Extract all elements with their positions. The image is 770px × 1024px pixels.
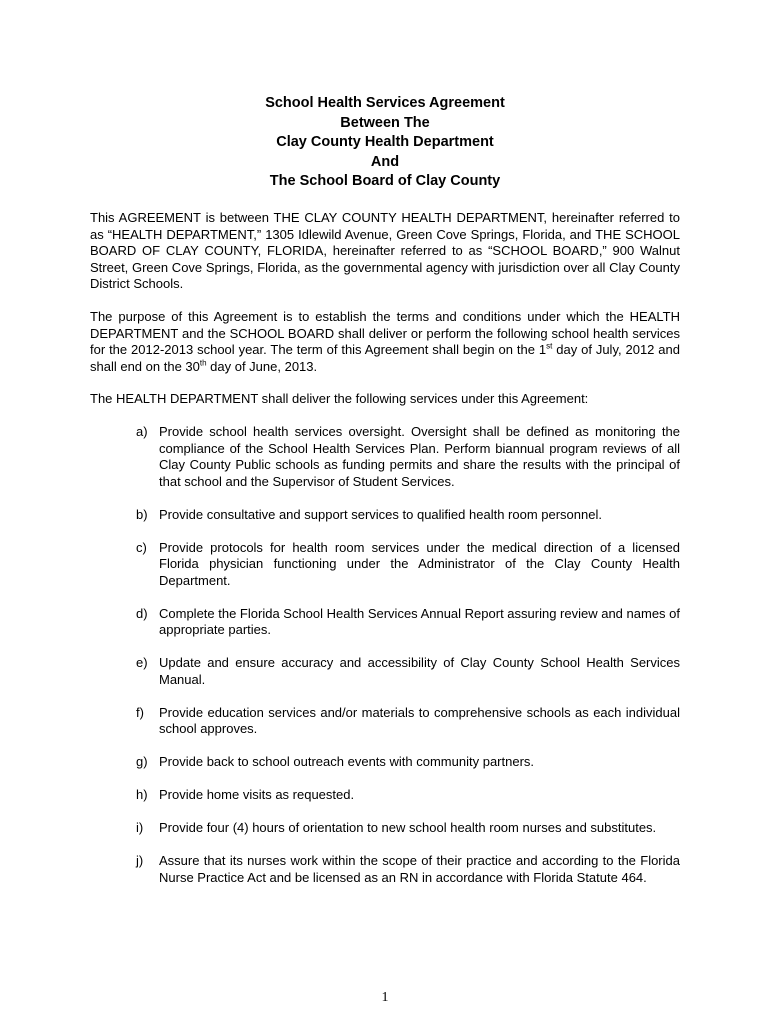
services-list — [136, 424, 680, 903]
list-marker: d) — [136, 605, 148, 621]
list-item-text: Assure that its nurses work within the scope of their practice and according to the Florida Nurse Practice Act and be licensed as an RN in accordance with Florida Statute 464. — [159, 853, 680, 885]
title-line: Between The — [340, 114, 430, 131]
intro-paragraph: This AGREEMENT is between THE CLAY COUNTY HEALTH DEPARTMENT, hereinafter referred to as “HEALTH DEPARTMENT,” 1305 Idlewild Avenue, Green Cove Springs, Florida, and THE SCHOOL BOARD OF CLAY COUNTY, FLORIDA, hereinafter referred to as “SCHOOL BOARD,” 900 Walnut Street, Green Cove Springs, Florida, as the governmental agency with jurisdiction over all Clay County District Schools. — [90, 210, 680, 291]
services-intro: The HEALTH DEPARTMENT shall deliver the following services under this Agreement: — [90, 391, 589, 406]
list-item — [136, 820, 680, 837]
list-item-text: Provide four (4) hours of orientation to new school health room nurses and substitutes. — [159, 820, 657, 835]
page-number: 1 — [381, 990, 389, 1005]
list-marker: a) — [136, 424, 148, 439]
purpose-text: day of June, 2013. — [206, 358, 318, 374]
list-marker: e) — [136, 655, 148, 670]
purpose-paragraph — [90, 309, 680, 375]
list-item-text: Complete the Florida School Health Services Annual Report assuring review and names of appropriate parties. — [159, 605, 680, 637]
purpose-text: The purpose of this Agreement is to establish the terms and conditions under which the HEALTH DEPARTMENT and the SCHOOL BOARD shall deliver or perform the following school health services for the 2012-2013 school year. The term of this Agreement shall begin on the 1 — [90, 309, 680, 357]
list-item — [136, 606, 680, 639]
list-item — [136, 853, 680, 886]
list-marker: i) — [136, 820, 144, 835]
list-marker: h) — [136, 787, 148, 802]
title-line: School Health Services Agreement — [265, 95, 505, 111]
list-item-text: Provide home visits as requested. — [159, 787, 355, 802]
list-item-text: Provide back to school outreach events with community partners. — [159, 754, 535, 769]
purpose-text: day of July, 2012 and shall end on the 30 — [90, 342, 680, 374]
list-marker: j) — [136, 853, 144, 868]
title-line: The School Board of Clay County — [269, 173, 501, 189]
list-item — [136, 507, 680, 524]
ordinal-suffix: st — [546, 341, 553, 351]
list-item — [136, 754, 680, 771]
list-item-text: Provide consultative and support services to qualified health room personnel. — [159, 506, 602, 522]
title-line: And — [370, 153, 400, 170]
list-item-text: Provide protocols for health room services under the medical direction of a licensed Florida physician functioning under the Administrator of the Clay County Health Department. — [159, 539, 680, 588]
list-marker: g) — [136, 754, 148, 769]
list-marker: f) — [136, 704, 144, 720]
list-item — [136, 424, 680, 490]
list-item — [136, 787, 680, 804]
list-item-text: Update and ensure accuracy and accessibility of Clay County School Health Services Manual. — [159, 655, 680, 687]
list-item — [136, 655, 680, 688]
list-item-text: Provide school health services oversight. Oversight shall be defined as monitoring the compliance of the School Health Services Plan. Perform biannual program reviews of all Clay County Public schools as funding permits and share the results with the principal of that school and the Supervisor of Student Services. — [159, 424, 680, 489]
ordinal-suffix: th — [199, 358, 207, 368]
list-item-text: Provide education services and/or materials to comprehensive schools as each individual school approves. — [159, 704, 680, 736]
list-marker: c) — [136, 539, 147, 555]
list-item — [136, 705, 680, 738]
agreement-title — [0, 94, 770, 192]
list-item — [136, 540, 680, 590]
title-line: Clay County Health Department — [276, 134, 494, 150]
list-marker: b) — [136, 506, 148, 522]
